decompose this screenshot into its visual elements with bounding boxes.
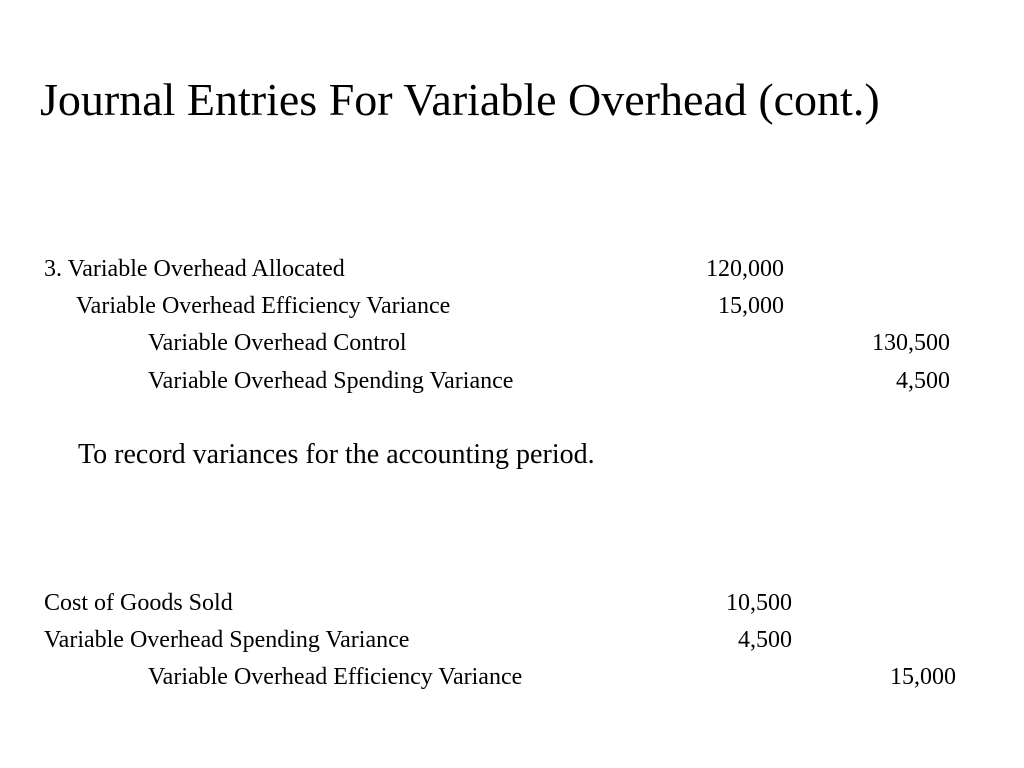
account-name: Variable Overhead Spending Variance: [148, 368, 514, 394]
debit-amount: 4,500: [738, 627, 792, 653]
journal-line: [0, 624, 1024, 656]
debit-amount: 120,000: [706, 256, 784, 282]
account-name: Cost of Goods Sold: [44, 590, 233, 616]
account-name: Variable Overhead Control: [148, 330, 407, 356]
debit-amount: 10,500: [726, 590, 792, 616]
credit-amount: 4,500: [896, 368, 950, 394]
debit-amount: 15,000: [718, 293, 784, 319]
account-name: Variable Overhead Spending Variance: [44, 627, 410, 653]
journal-line: [0, 365, 1024, 397]
credit-amount: 15,000: [890, 664, 956, 690]
account-name: Variable Overhead Efficiency Variance: [148, 664, 523, 690]
credit-amount: 130,500: [872, 330, 950, 356]
journal-line: [0, 661, 1024, 693]
journal-line: [0, 587, 1024, 619]
entry-narration: To record variances for the accounting period.: [78, 439, 595, 470]
account-name: Variable Overhead Efficiency Variance: [76, 293, 451, 319]
journal-line: [0, 327, 1024, 359]
account-name: 3. Variable Overhead Allocated: [44, 256, 345, 282]
journal-line: [0, 290, 1024, 322]
slide-title: Journal Entries For Variable Overhead (cont.): [40, 74, 880, 125]
journal-line: [0, 253, 1024, 285]
